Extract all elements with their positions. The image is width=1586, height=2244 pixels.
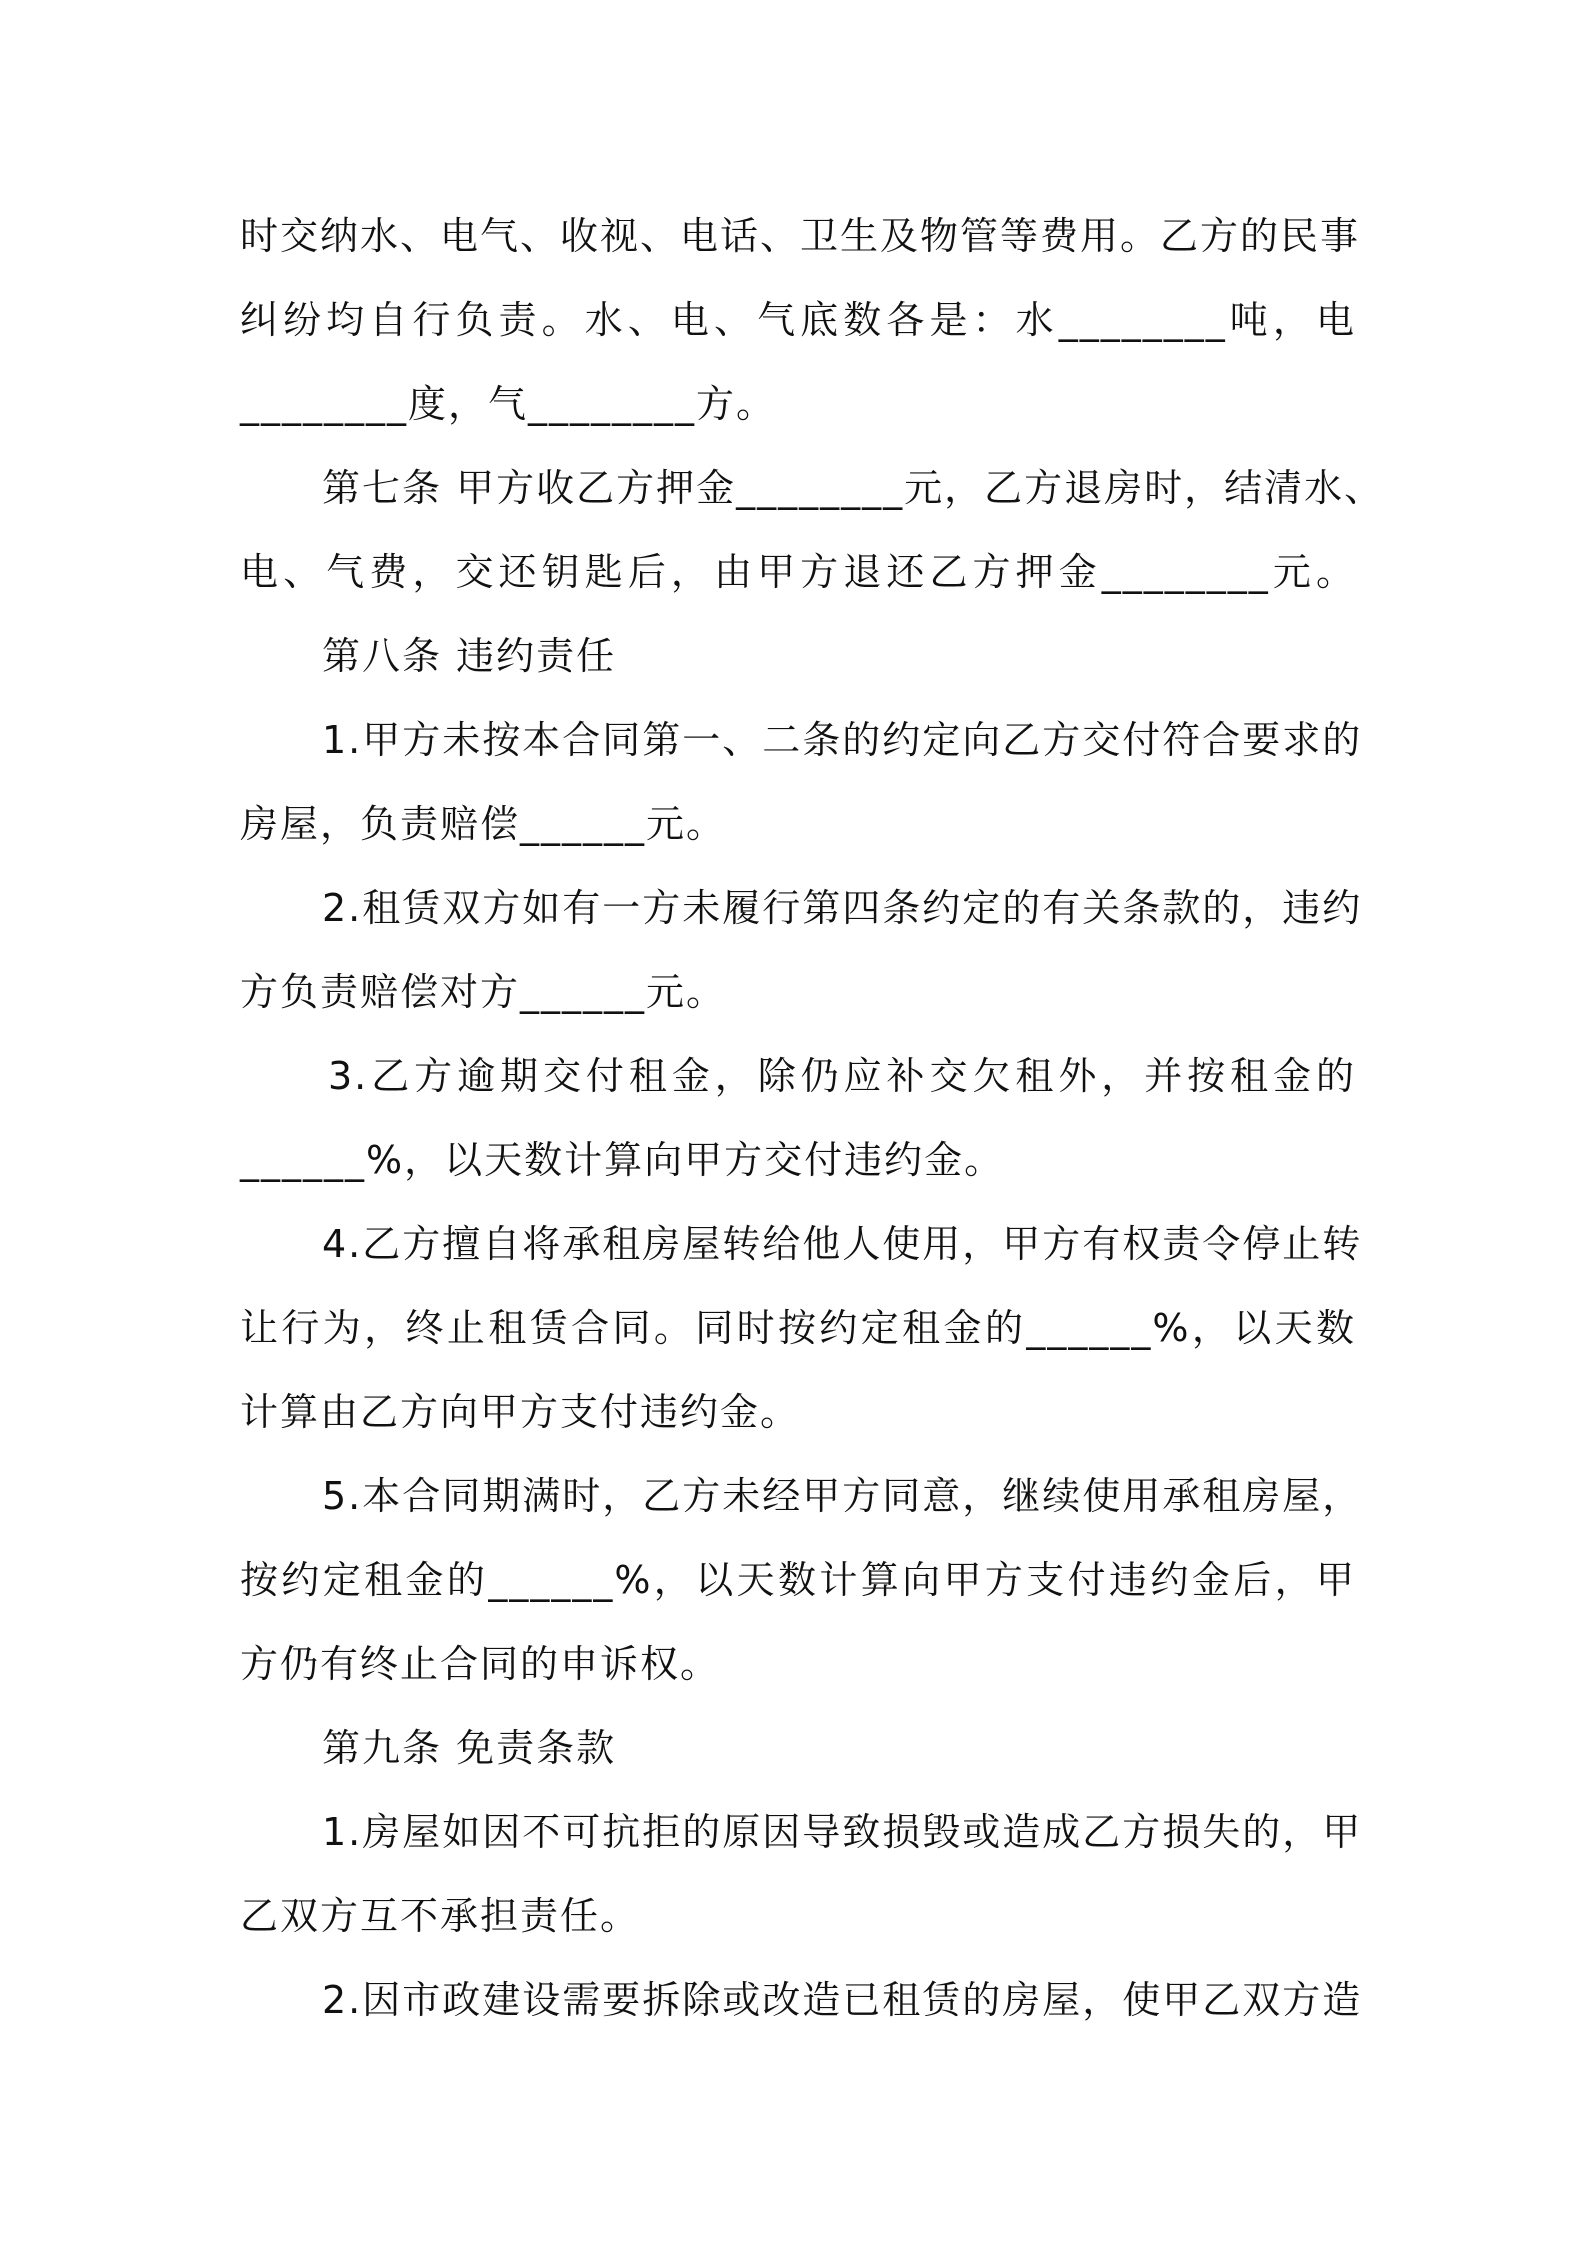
text-line: 纠纷均自行负责。水、电、气底数各是：水________吨，电 xyxy=(240,298,1356,342)
text-line: 时交纳水、电气、收视、电话、卫生及物管等费用。乙方的民事 xyxy=(240,214,1361,258)
text-line: 让行为，终止租赁合同。同时按约定租金的______%，以天数 xyxy=(240,1306,1356,1350)
text-line: 乙双方互不承担责任。 xyxy=(240,1894,641,1938)
text-line: 方负责赔偿对方______元。 xyxy=(240,970,727,1014)
clause-8-1: 1.甲方未按本合同第一、二条的约定向乙方交付符合要求的 xyxy=(322,718,1363,762)
clause-8-3: 3.乙方逾期交付租金，除仍应补交欠租外，并按租金的 xyxy=(328,1054,1356,1098)
article-9-heading: 第九条 免责条款 xyxy=(322,1726,617,1770)
text-line: 电、气费，交还钥匙后，由甲方退还乙方押金________元。 xyxy=(240,550,1356,594)
text-line: ________度，气________方。 xyxy=(240,382,777,426)
clause-9-1: 1.房屋如因不可抗拒的原因导致损毁或造成乙方损失的，甲 xyxy=(322,1810,1363,1854)
clause-8-5: 5.本合同期满时，乙方未经甲方同意，继续使用承租房屋， xyxy=(322,1474,1363,1518)
text-line: 房屋，负责赔偿______元。 xyxy=(240,802,727,846)
clause-9-2: 2.因市政建设需要拆除或改造已租赁的房屋，使甲乙双方造 xyxy=(322,1978,1363,2022)
text-line: 方仍有终止合同的申诉权。 xyxy=(240,1642,721,1686)
contract-page xyxy=(240,194,1385,2042)
article-8-heading: 第八条 违约责任 xyxy=(322,634,617,678)
text-line: 按约定租金的______%，以天数计算向甲方支付违约金后，甲 xyxy=(240,1558,1356,1602)
text-line: ______%，以天数计算向甲方交付违约金。 xyxy=(240,1138,1005,1182)
text-line: 计算由乙方向甲方支付违约金。 xyxy=(240,1390,801,1434)
clause-8-2: 2.租赁双方如有一方未履行第四条约定的有关条款的，违约 xyxy=(322,886,1363,930)
clause-8-4: 4.乙方擅自将承租房屋转给他人使用，甲方有权责令停止转 xyxy=(322,1222,1363,1266)
article-7-heading: 第七条 甲方收乙方押金________元，乙方退房时，结清水、 xyxy=(322,466,1385,510)
